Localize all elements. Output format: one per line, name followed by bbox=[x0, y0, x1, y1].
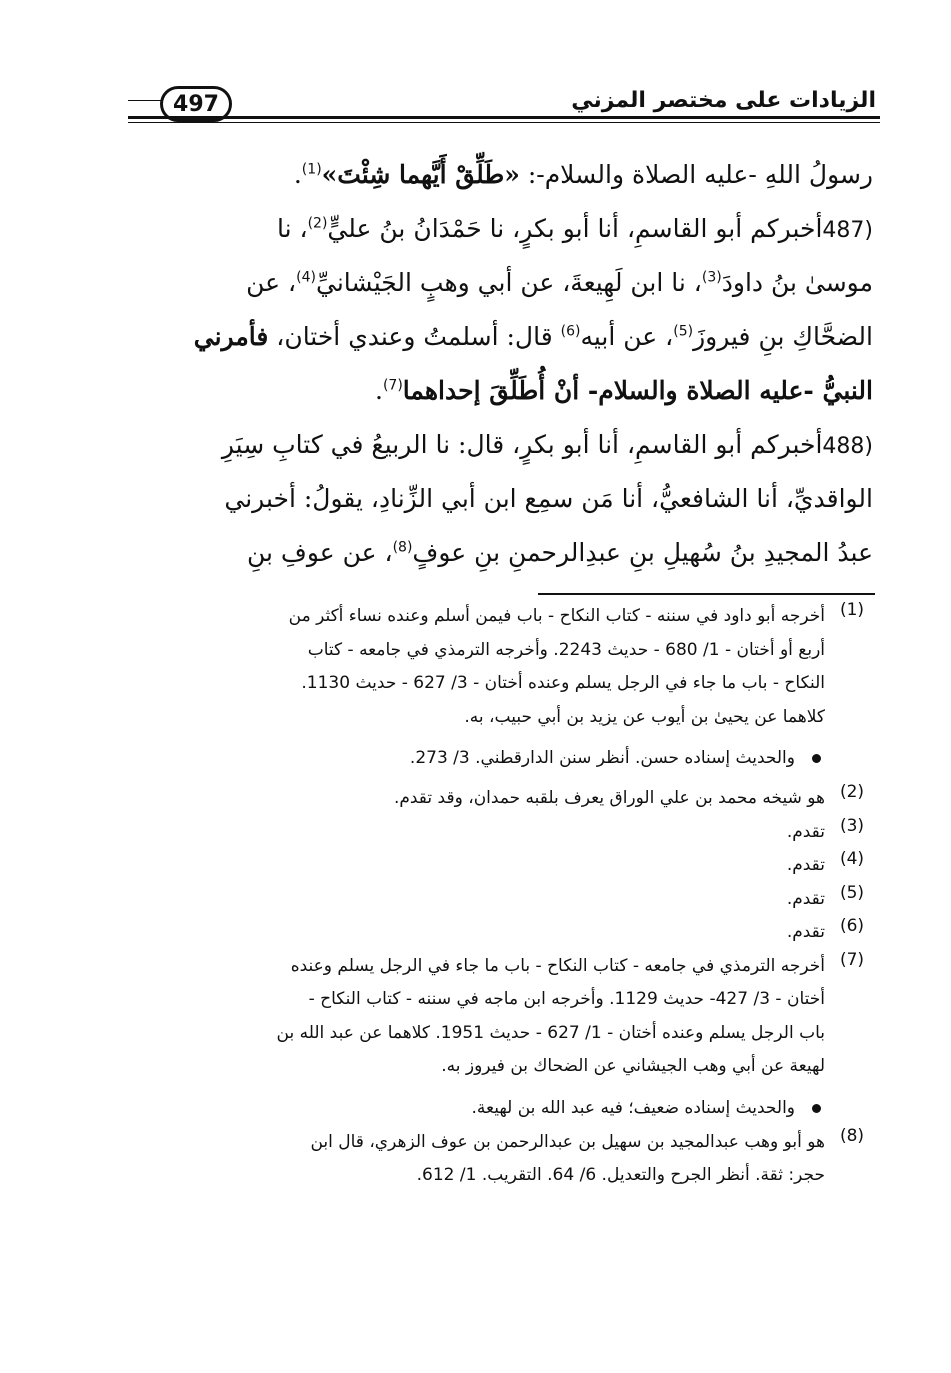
footnote-ref: (5) bbox=[673, 323, 694, 340]
text-span: ، عن عوفِ بنِ bbox=[246, 538, 393, 567]
text-span: الضحَّاكِ بنِ فيروزَ bbox=[693, 322, 873, 351]
footnote-ref: (6) bbox=[560, 323, 581, 340]
footnote-line: النكاح - باب ما جاء في الرجل يسلم وعنده أختان - 3/ 627 - حديث 1130. bbox=[301, 673, 825, 693]
text-span: الواقديِّ، أنا الشافعيُّ، أنا مَن سمِع ابن أبي الزِّنادِ، يقولُ: أخبرني bbox=[224, 484, 873, 513]
text-line bbox=[128, 310, 873, 364]
footnote bbox=[128, 600, 873, 734]
footnotes bbox=[128, 600, 873, 1193]
footnote-line: هو شيخه محمد بن علي الوراق يعرف بلقبه حمدان، وقد تقدم. bbox=[393, 788, 825, 808]
footnote-line: لهيعة عن أبي وهب الجيشاني عن الضحاك بن فيروز به. bbox=[441, 1056, 825, 1076]
text-span: ، عن bbox=[246, 268, 297, 297]
footnote bbox=[128, 1126, 873, 1193]
footnote-ref: (8) bbox=[392, 539, 413, 556]
bullet-icon bbox=[812, 754, 821, 763]
footnote-number: (1) bbox=[839, 600, 865, 620]
footnote-line: هو أبو وهب عبدالمجيد بن سهيل بن عبدالرحمن بن عوف الزهري، قال ابن bbox=[310, 1131, 825, 1152]
footnote-line: أخرجه الترمذي في جامعه - كتاب النكاح - باب ما جاء في الرجل يسلم وعنده bbox=[290, 955, 825, 976]
footnote-number: (5) bbox=[839, 882, 865, 903]
footnote-line: تقدم. bbox=[786, 922, 825, 942]
footnote-ref: (3) bbox=[701, 269, 722, 286]
footnote-number: (8) bbox=[839, 1125, 865, 1146]
footnote-number: (7) bbox=[839, 949, 865, 970]
text-span: ، نا ابن لَهِيعةَ، عن أبي وهبٍ الجَيْشانيِّ bbox=[315, 268, 702, 297]
text-line bbox=[128, 364, 873, 418]
footnote bbox=[128, 950, 873, 1084]
text-line bbox=[128, 526, 873, 580]
text-span-bold: فأمرني bbox=[193, 322, 269, 351]
grading-note bbox=[128, 740, 873, 776]
text-span: ، نا bbox=[276, 214, 308, 243]
footnote-ref: (1) bbox=[301, 161, 322, 178]
footnote-line: كلاهما عن يحيىٰ بن أيوب عن يزيد بن أبي حبيب، به. bbox=[464, 706, 825, 727]
footnote-line: أخرجه أبو داود في سننه - كتاب النكاح - باب فيمن أسلم وعنده نساء أكثر من bbox=[288, 606, 825, 626]
footnote bbox=[128, 782, 873, 816]
footnote-ref: (2) bbox=[307, 215, 328, 232]
page-number: 497 bbox=[160, 86, 232, 122]
header-rule-thin bbox=[128, 122, 880, 123]
text-line bbox=[128, 202, 873, 256]
footnote bbox=[128, 849, 873, 883]
text-span: أخبركم أبو القاسمِ، أنا أبو بكرٍ، قال: نا الربيعُ في كتابِ سِيَرِ bbox=[221, 430, 823, 459]
footnote-ref: (4) bbox=[296, 269, 316, 286]
footnote-number: (4) bbox=[839, 849, 865, 869]
footnote bbox=[128, 816, 873, 850]
footnote-ref: (7) bbox=[382, 377, 403, 394]
text-line bbox=[128, 256, 873, 310]
footnote-line: باب الرجل يسلم وعنده أختان - 1/ 627 - حديث 1951. كلاهما عن عبد الله بن bbox=[276, 1022, 825, 1043]
footnote-number: (2) bbox=[839, 782, 865, 802]
text-span: ، عن أبيه bbox=[580, 322, 674, 351]
grading-note bbox=[128, 1090, 873, 1126]
text-span: قال: أسلمتُ وعندي أختان، bbox=[268, 322, 561, 351]
footnote-line: تقدم. bbox=[786, 888, 825, 909]
footnote-line: تقدم. bbox=[786, 855, 825, 875]
running-head-title: الزيادات على مختصر المزني bbox=[571, 88, 876, 113]
header-rule-thick bbox=[128, 116, 880, 119]
main-text bbox=[128, 148, 873, 580]
text-span: عبدُ المجيدِ بنُ سُهيلِ بنِ عبدِالرحمنِ بنِ عوفٍ bbox=[412, 538, 873, 567]
footnote bbox=[128, 916, 873, 950]
grading-text: والحديث إسناده ضعيف؛ فيه عبد الله بن لهيعة. bbox=[471, 1097, 795, 1118]
footnote-number: (3) bbox=[839, 815, 865, 836]
text-line bbox=[128, 418, 873, 472]
grading-text: والحديث إسناده حسن. أنظر سنن الدارقطني. 3/ 273. bbox=[409, 748, 795, 768]
text-span: . bbox=[374, 376, 383, 405]
footnote-line: أختان - 3/ 427- حديث 1129. وأخرجه ابن ماجه في سننه - كتاب النكاح - bbox=[308, 989, 825, 1009]
footnote-number: (6) bbox=[839, 916, 865, 936]
hadith-quote: «طَلِّقْ أَيَّهما شِئْتَ» bbox=[321, 160, 520, 189]
text-span: . bbox=[293, 160, 302, 189]
text-line bbox=[128, 148, 873, 202]
text-span: رسولُ اللهِ -عليه الصلاة والسلام-: bbox=[519, 160, 873, 189]
hadith-number: 488) bbox=[822, 434, 873, 459]
footnote bbox=[128, 883, 873, 917]
footnote-line: أربع أو أختان - 1/ 680 - حديث 2243. وأخرجه الترمذي في جامعه - كتاب bbox=[307, 639, 825, 660]
text-span: أخبركم أبو القاسمِ، أنا أبو بكرٍ، نا حَمْدَانُ بنُ عليٍّ bbox=[327, 214, 823, 243]
header-rule-left bbox=[128, 100, 162, 101]
footnote-separator bbox=[538, 593, 875, 595]
bullet-icon bbox=[812, 1104, 821, 1113]
text-line bbox=[128, 472, 873, 526]
footnote-line: حجر: ثقة. أنظر الجرح والتعديل. 6/ 64. التقريب. 1/ 612. bbox=[416, 1165, 825, 1185]
text-span: موسىٰ بنُ داودَ bbox=[721, 268, 873, 297]
hadith-number: 487) bbox=[822, 218, 873, 243]
text-span-bold: النبيُّ -عليه الصلاة والسلام- أنْ أُطَلِّقَ إحداهما bbox=[402, 376, 873, 405]
footnote-line: تقدم. bbox=[786, 821, 825, 842]
